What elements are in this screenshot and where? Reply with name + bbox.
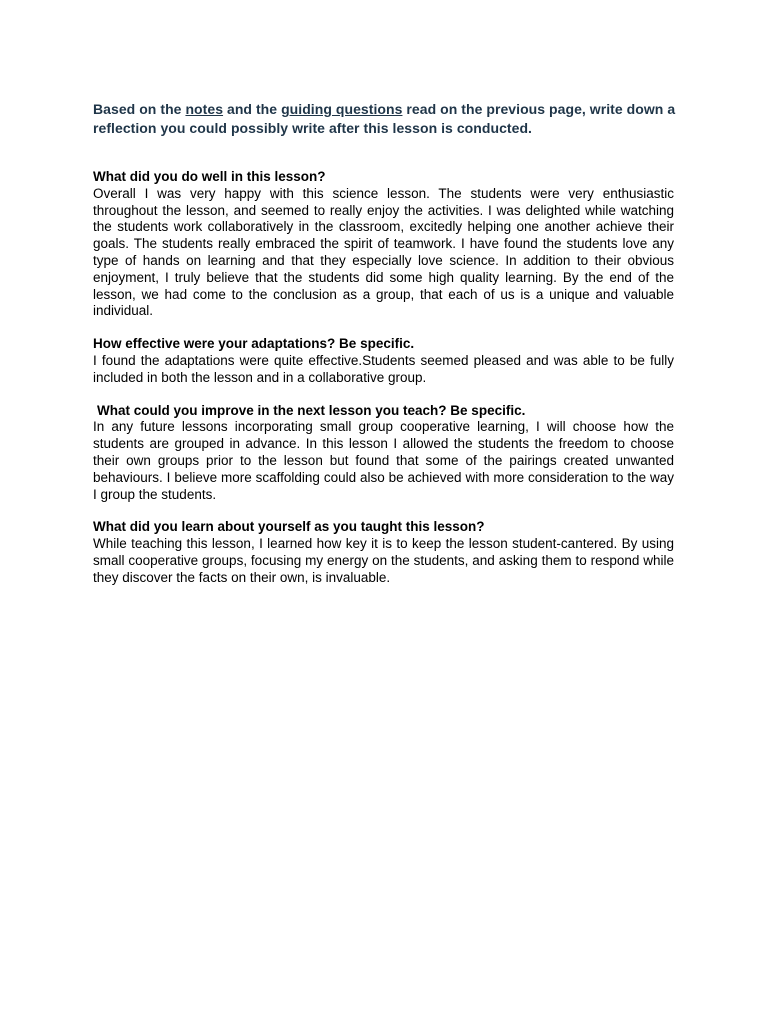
- intro-text-2: and the: [223, 101, 282, 117]
- guiding-questions-link[interactable]: guiding questions: [281, 101, 403, 117]
- answer-adaptations: I found the adaptations were quite effective.Students seemed pleased and was able to be fully included in both the lesson and in a collaborative group.: [93, 352, 674, 385]
- section-learned: [93, 519, 674, 586]
- intro-text-3: read on the previous page, write down a reflection you could possibly write after this lesson is conducted.: [93, 101, 676, 136]
- question-improve: What could you improve in the next lesson you teach? Be specific.: [97, 402, 526, 418]
- question-learned: What did you learn about yourself as you taught this lesson?: [93, 519, 485, 535]
- answer-learned: While teaching this lesson, I learned how key it is to keep the lesson student-cantered. By using small cooperative groups, focusing my energy on the students, and asking them to respond while they discover the facts on their own, is invaluable.: [93, 536, 674, 585]
- section-improve: [93, 403, 674, 504]
- intro-instructions: [93, 100, 683, 138]
- notes-link[interactable]: notes: [185, 101, 224, 117]
- section-adaptations: [93, 336, 674, 386]
- intro-text-1: Based on the: [93, 101, 186, 117]
- section-did-well: [93, 169, 674, 320]
- answer-did-well: Overall I was very happy with this science lesson. The students were very enthusiastic throughout the lesson, and seemed to really enjoy the activities. I was delighted while watching the students work collaboratively in the classroom, excitedly helping one another achieve their goals. The students really embraced the spirit of teamwork. I have found the students love any type of hands on learning and that they especially love science. In addition to their obvious enjoyment, I truly believe that the students did some high quality learning. By the end of the lesson, we had come to the conclusion as a group, that each of us is a unique and valuable individual.: [93, 185, 674, 319]
- question-did-well: What did you do well in this lesson?: [93, 169, 326, 184]
- answer-improve: In any future lessons incorporating small group cooperative learning, I will choose how the students are grouped in advance. In this lesson I allowed the students the freedom to choose their own groups prior to the lesson but found that some of the pairings created unwanted behaviours. I believe more scaffolding could also be achieved with more consideration to the way I group the students.: [93, 419, 674, 502]
- reflection-content: [93, 169, 674, 603]
- question-adaptations: How effective were your adaptations? Be specific.: [93, 336, 415, 352]
